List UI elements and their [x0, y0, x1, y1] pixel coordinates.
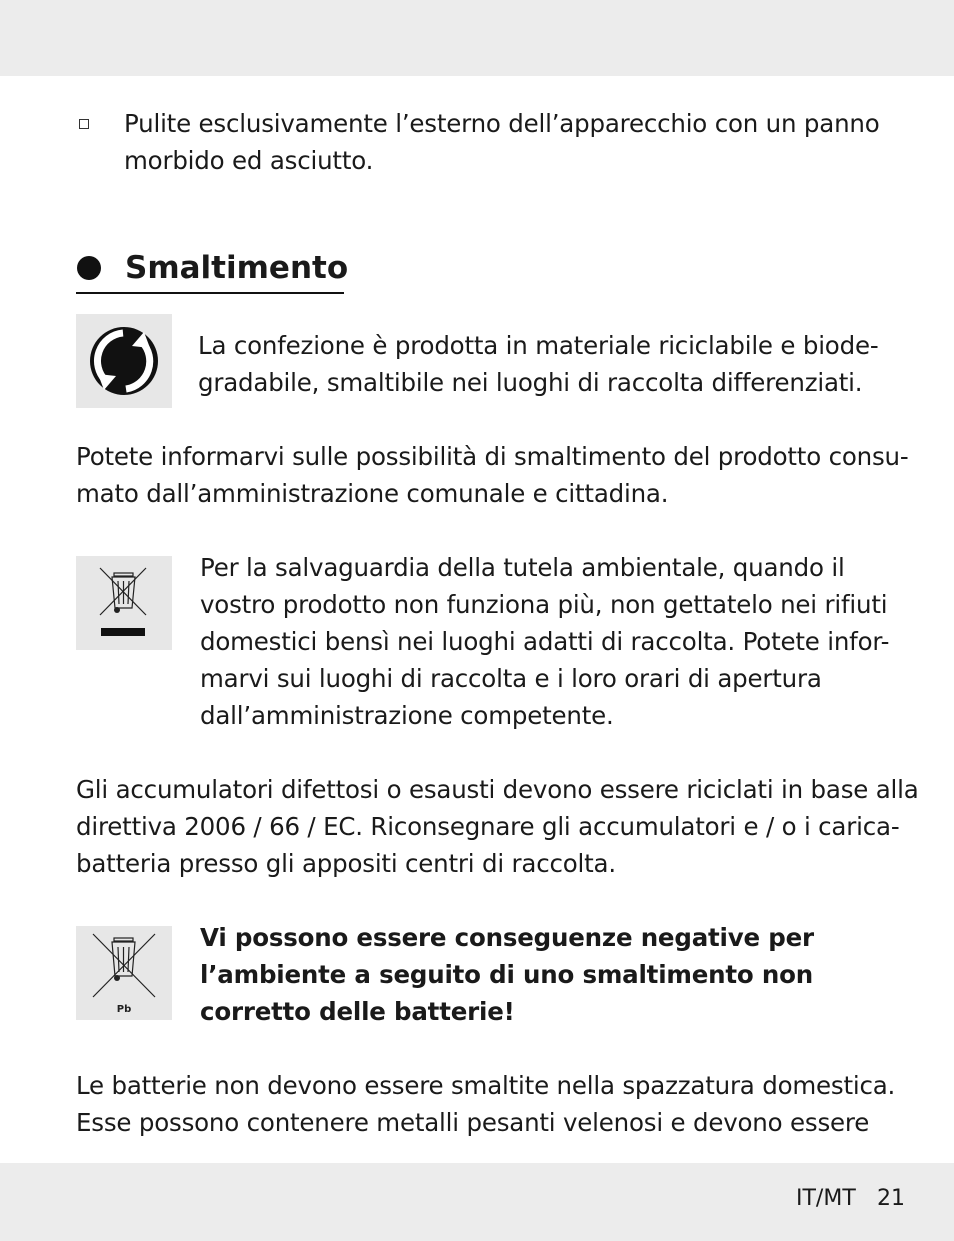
accumulators-line-2: direttiva 2006 / 66 / EC. Riconsegnare gli accumulatori e / o i carica-: [76, 812, 900, 841]
accumulators-line-3: batteria presso gli appositi centri di raccolta.: [76, 849, 616, 878]
batteries-line-2: Esse possono contenere metalli pesanti velenosi e devono essere: [76, 1108, 870, 1137]
weee-line-2: vostro prodotto non funziona più, non gettatelo nei rifiuti: [200, 590, 888, 619]
intro-line-2: morbido ed asciutto.: [124, 146, 374, 175]
battery-warning-line-1: Vi possono essere conseguenze negative per: [200, 923, 814, 952]
battery-bin-pb-icon: [76, 926, 172, 1020]
heading-underline: [76, 292, 344, 294]
battery-warning-line-3: corretto delle batterie!: [200, 997, 515, 1026]
accumulators-line-1: Gli accumulatori difettosi o esausti devono essere riciclati in base alla: [76, 775, 919, 804]
weee-line-3: domestici bensì nei luoghi adatti di raccolta. Potete infor-: [200, 627, 890, 656]
footer-language: IT/MT: [796, 1186, 856, 1211]
checkbox-bullet-icon: [79, 119, 89, 129]
weee-line-4: marvi sui luoghi di raccolta e i loro orari di apertura: [200, 664, 822, 693]
info-line-2: mato dall’amministrazione comunale e cittadina.: [76, 479, 669, 508]
packaging-line-1: La confezione è prodotta in materiale riciclabile e biode-: [198, 331, 879, 360]
packaging-line-2: gradabile, smaltibile nei luoghi di raccolta differenziati.: [198, 368, 863, 397]
section-bullet-icon: [77, 256, 101, 280]
section-title: Smaltimento: [125, 250, 349, 286]
intro-line-1: Pulite esclusivamente l’esterno dell’apparecchio con un panno: [124, 109, 880, 138]
battery-warning-line-2: l’ambiente a seguito di uno smaltimento non: [200, 960, 813, 989]
info-line-1: Potete informarvi sulle possibilità di smaltimento del prodotto consu-: [76, 442, 909, 471]
weee-line-1: Per la salvaguardia della tutela ambientale, quando il: [200, 553, 845, 582]
pb-label: Pb: [116, 1004, 132, 1015]
green-dot-recycling-icon: [76, 314, 172, 408]
weee-line-5: dall’amministrazione competente.: [200, 701, 614, 730]
top-band: [0, 0, 954, 76]
crossed-out-wheelie-bin-icon: [76, 556, 172, 650]
batteries-line-1: Le batterie non devono essere smaltite nella spazzatura domestica.: [76, 1071, 896, 1100]
page-number: 21: [877, 1186, 905, 1211]
